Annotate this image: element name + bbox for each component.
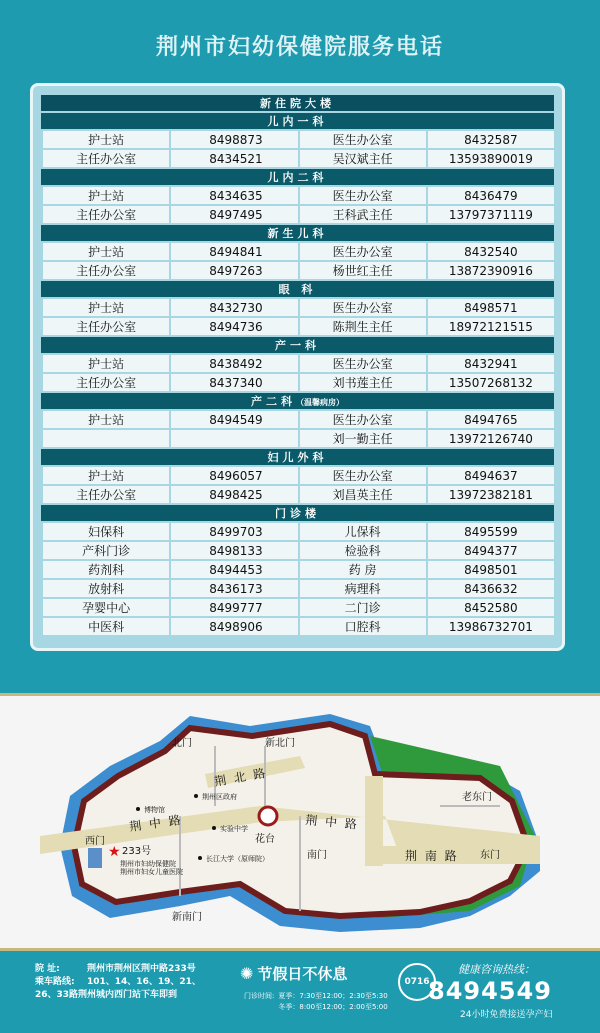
phone-left	[169, 430, 297, 447]
bus-route-label: 乘车路线:	[35, 977, 75, 987]
contact-name-right: 刘昌英主任	[298, 486, 426, 503]
table-row	[41, 561, 554, 578]
phone-right: 8436632	[426, 580, 554, 597]
gate-east: 东门	[480, 850, 500, 861]
phone-right: 8494765	[426, 411, 554, 428]
city-map-svg	[0, 696, 600, 948]
contact-name-left: 中医科	[41, 618, 169, 635]
phone-left: 8494549	[169, 411, 297, 428]
contact-name-left: 孕婴中心	[41, 599, 169, 616]
phone-right: 8495599	[426, 523, 554, 540]
phone-left: 8436173	[169, 580, 297, 597]
table-row	[41, 318, 554, 335]
phone-right: 8436479	[426, 187, 554, 204]
phone-left: 8434635	[169, 187, 297, 204]
hospital-name-2: 荆州市妇女儿童医院	[120, 868, 183, 876]
bus-route-line2: 26、33路荆州城内西门站下车即到	[35, 990, 178, 1000]
contact-name-left: 护士站	[41, 467, 169, 484]
phone-right: 18972121515	[426, 318, 554, 335]
gate-west: 西门	[85, 836, 105, 847]
contact-name-left: 产科门诊	[41, 542, 169, 559]
huatai-roundabout	[259, 807, 277, 825]
section-name: 妇儿外科	[267, 451, 328, 464]
section-header	[41, 337, 554, 353]
phone-right: 8432587	[426, 131, 554, 148]
hotline-label: 健康咨询热线：	[458, 963, 535, 976]
section-header	[41, 393, 554, 409]
address-label: 院 址:	[35, 964, 60, 974]
phone-left: 8494453	[169, 561, 297, 578]
contact-name-right: 口腔科	[298, 618, 426, 635]
section-name: 新生儿科	[267, 227, 328, 240]
phone-right: 8498501	[426, 561, 554, 578]
phone-right: 13593890019	[426, 150, 554, 167]
phone-left: 8497495	[169, 206, 297, 223]
contact-name-right: 刘书莲主任	[298, 374, 426, 391]
phone-left: 8498873	[169, 131, 297, 148]
contact-name-left: 主任办公室	[41, 150, 169, 167]
gate-new-north: 新北门	[265, 738, 295, 749]
phone-right: 8432540	[426, 243, 554, 260]
table-row	[41, 206, 554, 223]
contact-name-left: 主任办公室	[41, 206, 169, 223]
section-header-row	[41, 393, 554, 409]
section-header-row	[41, 337, 554, 353]
sun-icon: ✺	[240, 964, 254, 983]
contact-name-left: 护士站	[41, 355, 169, 372]
phone-right: 13972126740	[426, 430, 554, 447]
contact-name-left: 主任办公室	[41, 486, 169, 503]
landmark-yangtze-univ: 长江大学（原师院）	[206, 855, 269, 863]
table-row	[41, 618, 554, 635]
phone-left: 8498133	[169, 542, 297, 559]
contact-name-right: 医生办公室	[298, 467, 426, 484]
contact-name-left: 主任办公室	[41, 262, 169, 279]
contact-name-right: 医生办公室	[298, 355, 426, 372]
hours-summer: 夏季：7:30至12:00；2:30至5:30	[278, 992, 388, 1000]
directory-panel	[30, 83, 565, 651]
section-name: 产二科	[251, 395, 296, 408]
section-header-row	[41, 505, 554, 521]
holiday-text: 节假日不休息	[257, 965, 348, 983]
bus-stop-label: 233号	[122, 846, 152, 857]
section-header	[41, 505, 554, 521]
area-code-badge: 0716	[398, 963, 436, 1001]
contact-name-right: 刘一勤主任	[298, 430, 426, 447]
section-name: 儿内一科	[267, 115, 328, 128]
phone-right: 8498571	[426, 299, 554, 316]
phone-right: 8432941	[426, 355, 554, 372]
contact-name-left: 护士站	[41, 131, 169, 148]
hours-label: 门诊时间:	[244, 992, 275, 1000]
section-header	[41, 281, 554, 297]
contact-name-right: 病理科	[298, 580, 426, 597]
contact-name-right: 二门诊	[298, 599, 426, 616]
contact-name-right: 陈荆生主任	[298, 318, 426, 335]
landmark-huatai: 花台	[255, 834, 275, 845]
phone-left: 8494736	[169, 318, 297, 335]
table-row	[41, 411, 554, 428]
contact-name-right: 检验科	[298, 542, 426, 559]
contact-name-left: 护士站	[41, 299, 169, 316]
phone-left: 8497263	[169, 262, 297, 279]
table-row	[41, 374, 554, 391]
table-row	[41, 150, 554, 167]
phone-left: 8434521	[169, 150, 297, 167]
table-row	[41, 523, 554, 540]
road-label-jingbei: 荆 北 路	[213, 765, 269, 789]
section-name: 门诊楼	[275, 507, 320, 520]
clinic-hours	[244, 991, 388, 1013]
table-row	[41, 243, 554, 260]
contact-name-left: 护士站	[41, 187, 169, 204]
hours-winter: 冬季：8:00至12:00；2:00至5:00	[278, 1003, 388, 1011]
contact-name-right: 医生办公室	[298, 411, 426, 428]
phone-right: 8494377	[426, 542, 554, 559]
section-name: 产一科	[275, 339, 320, 352]
phone-right: 13972382181	[426, 486, 554, 503]
hospital-name-1: 荆州市妇幼保健院	[120, 860, 176, 868]
phone-left: 8432730	[169, 299, 297, 316]
phone-right: 8494637	[426, 467, 554, 484]
hospital-star-icon: ★	[108, 844, 121, 860]
road-label-jingzhong-west: 荆 中 路	[128, 812, 184, 834]
section-header-row	[41, 113, 554, 129]
address-block	[35, 963, 201, 1002]
page-title: 荆州市妇幼保健院服务电话	[155, 35, 444, 60]
section-header	[41, 113, 554, 129]
landmark-museum: 博物馆	[144, 806, 165, 814]
hospital-building-icon	[88, 848, 102, 868]
address-text: 荆州市荆州区荆中路233号	[87, 964, 196, 974]
phone-right: 13872390916	[426, 262, 554, 279]
contact-name-right: 医生办公室	[298, 187, 426, 204]
phone-right: 13507268132	[426, 374, 554, 391]
contact-name-left: 护士站	[41, 411, 169, 428]
table-row	[41, 262, 554, 279]
gate-old-east: 老东门	[462, 792, 492, 803]
phone-right: 13986732701	[426, 618, 554, 635]
holiday-block	[240, 963, 347, 984]
section-name: 眼 科	[278, 283, 317, 296]
contact-name-left: 护士站	[41, 243, 169, 260]
road-jingnan	[380, 846, 540, 864]
phone-left: 8437340	[169, 374, 297, 391]
phone-left: 8496057	[169, 467, 297, 484]
contact-name-left: 主任办公室	[41, 374, 169, 391]
contact-name-right: 吴汉斌主任	[298, 150, 426, 167]
contact-name-left: 放射科	[41, 580, 169, 597]
section-header-row	[41, 225, 554, 241]
phone-left: 8438492	[169, 355, 297, 372]
building-header-row	[41, 95, 554, 111]
contact-name-left	[41, 430, 169, 447]
road-label-jingnan: 荆 南 路	[405, 849, 459, 863]
table-row	[41, 599, 554, 616]
section-header	[41, 225, 554, 241]
table-row	[41, 580, 554, 597]
contact-name-right: 医生办公室	[298, 299, 426, 316]
table-row	[41, 355, 554, 372]
table-row	[41, 187, 554, 204]
contact-name-right: 医生办公室	[298, 243, 426, 260]
contact-name-right: 王科武主任	[298, 206, 426, 223]
section-header	[41, 169, 554, 185]
contact-name-left: 妇保科	[41, 523, 169, 540]
landmark-middle-school: 实验中学	[220, 825, 248, 833]
phone-directory-table	[41, 93, 554, 637]
section-header	[41, 449, 554, 465]
table-row	[41, 542, 554, 559]
gate-south: 南门	[307, 850, 327, 861]
table-row	[41, 467, 554, 484]
table-row	[41, 299, 554, 316]
phone-left: 8498425	[169, 486, 297, 503]
table-row	[41, 486, 554, 503]
phone-left: 8499777	[169, 599, 297, 616]
phone-right: 8452580	[426, 599, 554, 616]
landmark-district-gov: 荆州区政府	[202, 793, 237, 801]
phone-right: 13797371119	[426, 206, 554, 223]
hotline-number: 8494549	[428, 977, 552, 1005]
phone-left: 8494841	[169, 243, 297, 260]
contact-name-right: 儿保科	[298, 523, 426, 540]
section-header-row	[41, 449, 554, 465]
table-row	[41, 430, 554, 447]
contact-name-right: 杨世红主任	[298, 262, 426, 279]
section-header-row	[41, 281, 554, 297]
gate-new-south: 新南门	[172, 912, 202, 923]
section-note: （温馨病房）	[296, 398, 344, 407]
contact-name-left: 药剂科	[41, 561, 169, 578]
contact-name-right: 医生办公室	[298, 131, 426, 148]
phone-left: 8498906	[169, 618, 297, 635]
road-label-jingzhong-east: 荆 中 路	[304, 813, 360, 832]
section-header-row	[41, 169, 554, 185]
contact-name-right: 药 房	[298, 561, 426, 578]
building-header: 新住院大楼	[41, 95, 554, 111]
location-map	[0, 693, 600, 948]
contact-name-left: 主任办公室	[41, 318, 169, 335]
bus-route-line1: 101、14、16、19、21、	[87, 977, 201, 987]
phone-left: 8499703	[169, 523, 297, 540]
section-name: 儿内二科	[267, 171, 328, 184]
gate-north: 北门	[172, 738, 192, 749]
hotline-note: 24小时免费接送孕产妇	[460, 1010, 553, 1020]
footer	[0, 948, 600, 1033]
table-row	[41, 131, 554, 148]
